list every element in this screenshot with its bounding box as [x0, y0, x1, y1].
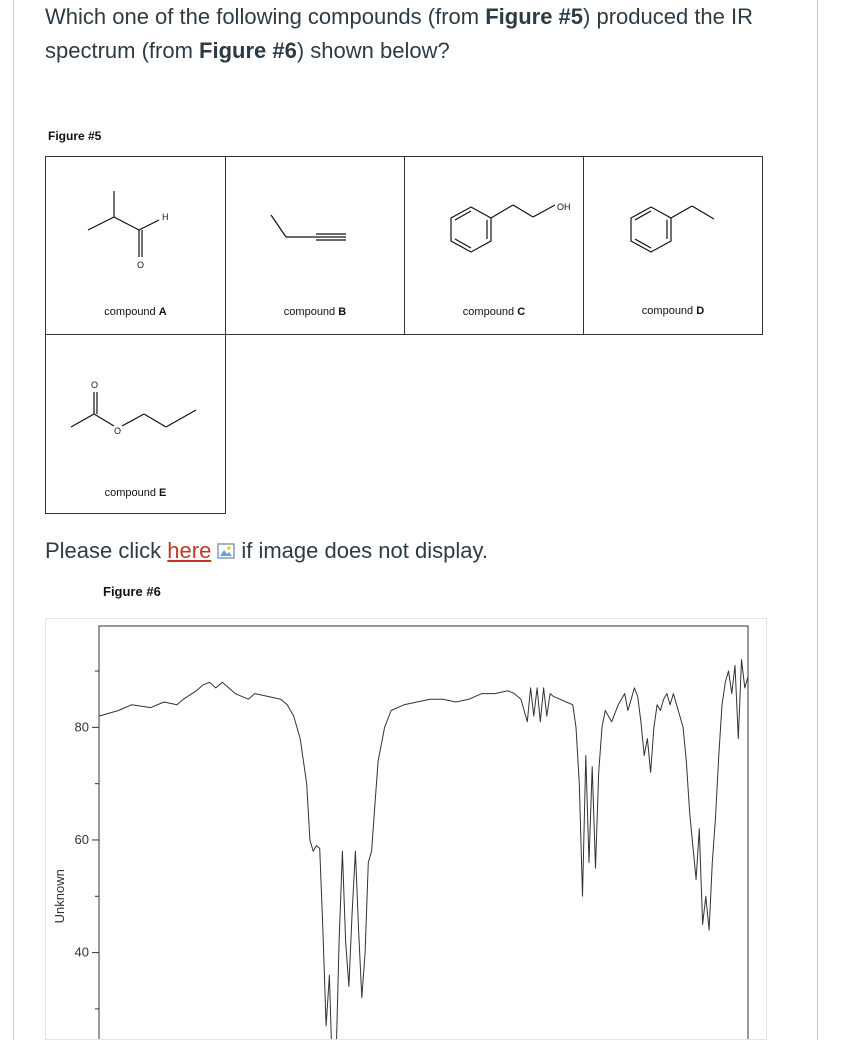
y-tick-label: 40	[74, 944, 89, 960]
ir-spectrum-panel	[45, 618, 767, 1040]
compound-b-caption: compound B	[283, 306, 347, 318]
compound-a-atom-o: O	[137, 260, 145, 270]
y-tick-label: 60	[74, 831, 89, 847]
compound-e-atom-carbonyl-o: O	[91, 380, 99, 390]
image-icon[interactable]	[217, 538, 235, 556]
y-tick-label: 80	[74, 719, 89, 735]
question-part-2: ) produced the IR spectrum (from	[45, 4, 754, 63]
compound-c-cell	[404, 156, 584, 335]
compound-a-caption: compound A	[104, 306, 167, 318]
figure5-label: Figure #5	[48, 129, 102, 143]
compound-c-atom-oh: OH	[557, 202, 571, 212]
compound-a-atom-h: H	[162, 212, 169, 222]
question-part-3: ) shown below?	[296, 38, 450, 63]
here-link[interactable]: here	[167, 538, 212, 563]
compound-e-atom-ester-o: O	[114, 426, 122, 436]
compound-c-caption: compound C	[462, 306, 526, 318]
compound-d-cell	[583, 156, 763, 335]
ir-spectrum-line-0	[99, 660, 748, 1039]
image-fallback-line	[45, 536, 488, 566]
question-part-1: Which one of the following compounds (from	[45, 4, 486, 29]
plot-area-border	[99, 626, 748, 1039]
ir-spectrum-chart	[46, 619, 766, 1039]
fallback-suffix: if image does not display.	[241, 538, 488, 563]
fallback-prefix: Please click	[45, 538, 168, 563]
compound-a-cell	[45, 156, 226, 335]
compound-b-cell	[225, 156, 405, 335]
compound-e-caption: compound E	[104, 487, 167, 499]
question-figure6-ref: Figure #6	[199, 38, 297, 63]
figure6-label: Figure #6	[103, 584, 161, 599]
question-figure5-ref: Figure #5	[485, 4, 584, 29]
y-axis-label: Unknown	[52, 869, 67, 924]
compound-e-cell	[45, 334, 226, 514]
compound-d-caption: compound D	[641, 305, 705, 317]
figure5-compound-grid	[45, 156, 763, 514]
question-text	[45, 0, 805, 68]
